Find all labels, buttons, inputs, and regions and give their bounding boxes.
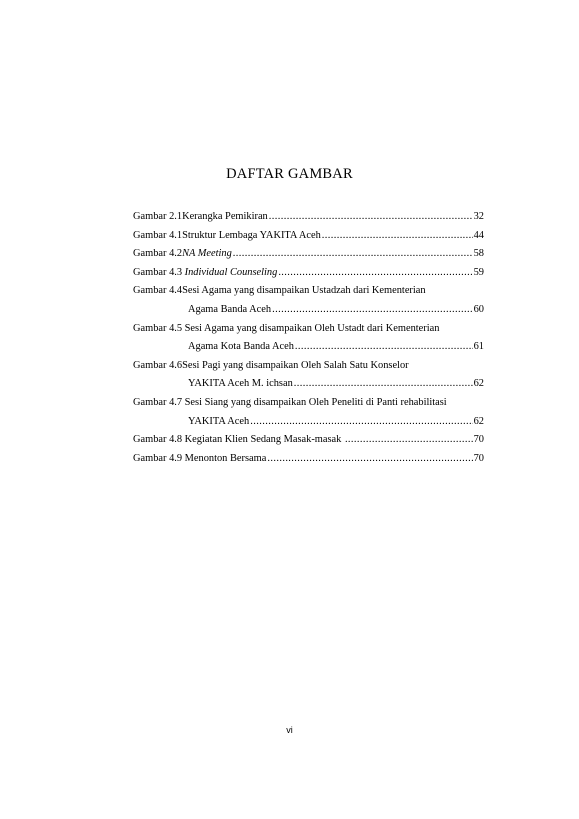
figure-entry-line bbox=[133, 227, 484, 246]
page-title: DAFTAR GAMBAR bbox=[226, 166, 353, 182]
footer-page-number: vi bbox=[286, 725, 293, 735]
dot-leader bbox=[295, 338, 473, 357]
page-number: 61 bbox=[473, 341, 484, 353]
figure-entry-line bbox=[133, 208, 484, 227]
page-number: 32 bbox=[473, 211, 484, 222]
page-number: 70 bbox=[473, 452, 484, 464]
dot-leader bbox=[322, 227, 473, 246]
page-number: 60 bbox=[473, 303, 484, 315]
page-number: 44 bbox=[473, 229, 484, 241]
figure-entry bbox=[133, 431, 484, 450]
figure-entry-line bbox=[133, 245, 484, 264]
figure-entry bbox=[133, 245, 484, 264]
figure-caption-continued: Agama Banda Aceh bbox=[188, 303, 272, 315]
figure-entry-continuation bbox=[133, 301, 484, 320]
figure-caption: Kegiatan Klien Sedang Masak-masak bbox=[184, 434, 344, 446]
figure-caption: Sesi Agama yang disampaikan Oleh Ustadt dari Kementerian bbox=[184, 322, 440, 334]
dot-leader bbox=[294, 375, 473, 394]
figure-caption: Struktur Lembaga YAKITA Aceh bbox=[182, 229, 321, 241]
page-number: 62 bbox=[473, 378, 484, 390]
page-number: 58 bbox=[473, 248, 484, 260]
figure-caption-continued: YAKITA Aceh bbox=[188, 415, 250, 427]
figure-entry-line bbox=[133, 264, 484, 283]
figure-entry-continuation bbox=[133, 413, 484, 432]
figure-label: Gambar 4.4 bbox=[133, 285, 183, 297]
figure-entry bbox=[133, 394, 484, 431]
figure-entry bbox=[133, 264, 484, 283]
dot-leader bbox=[272, 301, 473, 320]
figure-label: Gambar 4.5 bbox=[133, 322, 185, 334]
dot-leader bbox=[250, 413, 472, 432]
dot-leader bbox=[345, 431, 473, 450]
figure-entry-continuation bbox=[133, 375, 484, 394]
page-number: 62 bbox=[473, 415, 484, 427]
figure-entry-line bbox=[133, 357, 484, 376]
figure-caption: Kerangka Pemikiran bbox=[182, 211, 268, 222]
figure-entry bbox=[133, 208, 484, 227]
figure-entry bbox=[133, 320, 484, 357]
figure-caption: Individual Counseling bbox=[184, 266, 278, 278]
figure-entry bbox=[133, 282, 484, 319]
figure-entry-line bbox=[133, 394, 484, 413]
figure-label: Gambar 4.8 bbox=[133, 434, 185, 446]
figure-caption-continued: YAKITA Aceh M. ichsan bbox=[188, 378, 293, 390]
figure-caption-continued: Agama Kota Banda Aceh bbox=[188, 341, 294, 353]
figure-entry-line bbox=[133, 320, 484, 339]
page-number: 59 bbox=[473, 266, 484, 278]
dot-leader bbox=[278, 264, 472, 283]
figure-entry bbox=[133, 450, 484, 469]
figure-label: Gambar 4.7 bbox=[133, 396, 185, 408]
figure-label: Gambar 4.3 bbox=[133, 266, 185, 278]
figure-label: Gambar 2.1 bbox=[133, 211, 183, 222]
dot-leader bbox=[269, 208, 473, 227]
page-number: 70 bbox=[473, 434, 484, 446]
figure-label: Gambar 4.9 bbox=[133, 452, 185, 464]
dot-leader bbox=[267, 450, 472, 469]
figure-caption: Sesi Pagi yang disampaikan Oleh Salah Satu Konselor bbox=[182, 359, 409, 371]
figure-list bbox=[133, 208, 484, 468]
figure-caption: NA Meeting bbox=[182, 248, 232, 260]
figure-entry bbox=[133, 357, 484, 394]
figure-entry-line bbox=[133, 282, 484, 301]
figure-entry-line bbox=[133, 450, 484, 469]
dot-leader bbox=[233, 245, 473, 264]
figure-entry-line bbox=[133, 431, 484, 450]
figure-caption: Menonton Bersama bbox=[184, 452, 267, 464]
figure-caption: Sesi Siang yang disampaikan Oleh Peneliti di Panti rehabilitasi bbox=[184, 396, 447, 408]
figure-label: Gambar 4.2 bbox=[133, 248, 183, 260]
figure-label: Gambar 4.1 bbox=[133, 229, 183, 241]
figure-caption: Sesi Agama yang disampaikan Ustadzah dari Kementerian bbox=[182, 285, 426, 297]
figure-label: Gambar 4.6 bbox=[133, 359, 183, 371]
figure-entry bbox=[133, 227, 484, 246]
figure-entry-continuation bbox=[133, 338, 484, 357]
